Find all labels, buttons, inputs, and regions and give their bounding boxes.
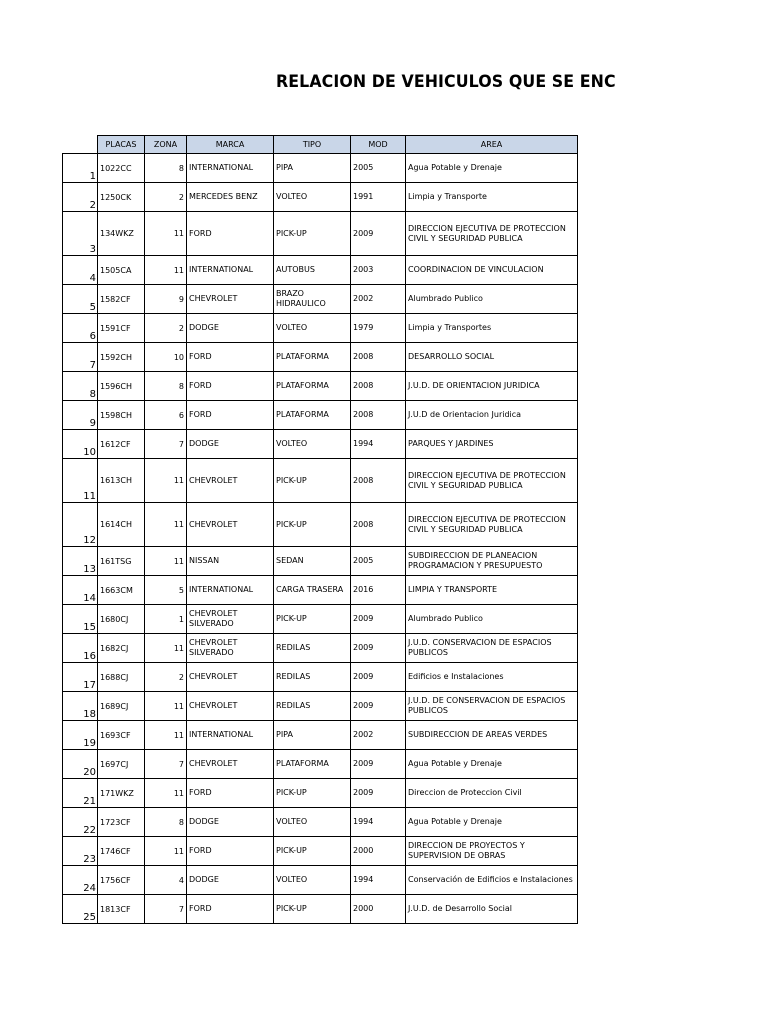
cell-mod: 2009 [351, 692, 406, 721]
row-number: 19 [63, 721, 98, 750]
cell-placas: 1693CF [98, 721, 145, 750]
row-number: 11 [63, 459, 98, 503]
cell-placas: 1596CH [98, 372, 145, 401]
cell-placas: 171WKZ [98, 779, 145, 808]
row-number: 20 [63, 750, 98, 779]
cell-tipo: PICK-UP [274, 895, 351, 924]
cell-marca: CHEVROLET [187, 692, 274, 721]
cell-tipo: CARGA TRASERA [274, 576, 351, 605]
table-row [63, 663, 578, 692]
cell-placas: 1613CH [98, 459, 145, 503]
row-number: 18 [63, 692, 98, 721]
row-number: 17 [63, 663, 98, 692]
cell-marca: FORD [187, 895, 274, 924]
cell-tipo: VOLTEO [274, 183, 351, 212]
table-row [63, 837, 578, 866]
table-row [63, 154, 578, 183]
header-zona: ZONA [145, 136, 187, 154]
cell-placas: 1813CF [98, 895, 145, 924]
cell-placas: 1689CJ [98, 692, 145, 721]
cell-area: Agua Potable y Drenaje [406, 808, 578, 837]
cell-area: Alumbrado Publico [406, 285, 578, 314]
cell-area: Limpia y Transporte [406, 183, 578, 212]
cell-marca: MERCEDES BENZ [187, 183, 274, 212]
table-row [63, 459, 578, 503]
cell-placas: 1756CF [98, 866, 145, 895]
cell-marca: CHEVROLET [187, 285, 274, 314]
cell-placas: 1612CF [98, 430, 145, 459]
cell-marca: CHEVROLET [187, 750, 274, 779]
table-row [63, 547, 578, 576]
cell-zona: 7 [145, 750, 187, 779]
cell-mod: 2008 [351, 459, 406, 503]
cell-tipo: PLATAFORMA [274, 401, 351, 430]
cell-placas: 1505CA [98, 256, 145, 285]
table-row [63, 721, 578, 750]
cell-zona: 11 [145, 692, 187, 721]
row-number: 6 [63, 314, 98, 343]
cell-marca: INTERNATIONAL [187, 576, 274, 605]
header-row [63, 136, 578, 154]
table-row [63, 750, 578, 779]
table-row [63, 503, 578, 547]
cell-tipo: PICK-UP [274, 459, 351, 503]
cell-zona: 10 [145, 343, 187, 372]
cell-mod: 2008 [351, 372, 406, 401]
header-mod: MOD [351, 136, 406, 154]
cell-mod: 1991 [351, 183, 406, 212]
cell-mod: 2008 [351, 503, 406, 547]
table-row [63, 212, 578, 256]
table-row [63, 256, 578, 285]
table-row [63, 183, 578, 212]
cell-mod: 2009 [351, 605, 406, 634]
table-row [63, 372, 578, 401]
cell-area: LIMPIA Y TRANSPORTE [406, 576, 578, 605]
cell-area: DIRECCION EJECUTIVA DE PROTECCION CIVIL Y SEGURIDAD PUBLICA [406, 459, 578, 503]
table-row [63, 401, 578, 430]
cell-area: J.U.D. DE ORIENTACION JURIDICA [406, 372, 578, 401]
cell-zona: 9 [145, 285, 187, 314]
cell-area: Agua Potable y Drenaje [406, 750, 578, 779]
cell-tipo: VOLTEO [274, 314, 351, 343]
cell-mod: 2000 [351, 895, 406, 924]
cell-mod: 1994 [351, 808, 406, 837]
table-row [63, 285, 578, 314]
cell-tipo: PICK-UP [274, 837, 351, 866]
cell-mod: 1979 [351, 314, 406, 343]
document-title: RELACION DE VEHICULOS QUE SE ENC [276, 72, 616, 92]
cell-zona: 6 [145, 401, 187, 430]
cell-zona: 11 [145, 459, 187, 503]
cell-placas: 1022CC [98, 154, 145, 183]
cell-zona: 11 [145, 256, 187, 285]
cell-area: Limpia y Transportes [406, 314, 578, 343]
row-number: 25 [63, 895, 98, 924]
cell-tipo: REDILAS [274, 663, 351, 692]
cell-area: DIRECCION DE PROYECTOS Y SUPERVISION DE OBRAS [406, 837, 578, 866]
cell-zona: 5 [145, 576, 187, 605]
cell-marca: INTERNATIONAL [187, 154, 274, 183]
cell-tipo: SEDAN [274, 547, 351, 576]
cell-area: Direccion de Proteccion Civil [406, 779, 578, 808]
row-number: 10 [63, 430, 98, 459]
row-number: 1 [63, 154, 98, 183]
cell-area: J.U.D de Orientacion Juridica [406, 401, 578, 430]
cell-marca: INTERNATIONAL [187, 256, 274, 285]
cell-zona: 2 [145, 183, 187, 212]
title-clip [0, 72, 616, 100]
cell-area: DIRECCION EJECUTIVA DE PROTECCION CIVIL Y SEGURIDAD PUBLICA [406, 503, 578, 547]
row-number: 5 [63, 285, 98, 314]
cell-zona: 11 [145, 547, 187, 576]
cell-tipo: PICK-UP [274, 605, 351, 634]
cell-mod: 1994 [351, 430, 406, 459]
cell-marca: FORD [187, 779, 274, 808]
cell-marca: DODGE [187, 866, 274, 895]
cell-marca: FORD [187, 372, 274, 401]
cell-tipo: PICK-UP [274, 503, 351, 547]
cell-placas: 1591CF [98, 314, 145, 343]
row-number: 12 [63, 503, 98, 547]
cell-tipo: BRAZO HIDRAULICO [274, 285, 351, 314]
table-row [63, 866, 578, 895]
cell-placas: 1250CK [98, 183, 145, 212]
cell-marca: CHEVROLET [187, 663, 274, 692]
row-number: 9 [63, 401, 98, 430]
cell-tipo: PLATAFORMA [274, 343, 351, 372]
row-number: 13 [63, 547, 98, 576]
cell-mod: 2009 [351, 663, 406, 692]
cell-placas: 1663CM [98, 576, 145, 605]
header-area: AREA [406, 136, 578, 154]
cell-area: J.U.D. de Desarrollo Social [406, 895, 578, 924]
cell-area: DESARROLLO SOCIAL [406, 343, 578, 372]
cell-marca: FORD [187, 837, 274, 866]
cell-zona: 11 [145, 721, 187, 750]
cell-mod: 2000 [351, 837, 406, 866]
cell-marca: FORD [187, 343, 274, 372]
cell-zona: 11 [145, 837, 187, 866]
cell-marca: CHEVROLET [187, 459, 274, 503]
cell-marca: CHEVROLET SILVERADO [187, 634, 274, 663]
cell-marca: CHEVROLET SILVERADO [187, 605, 274, 634]
cell-tipo: VOLTEO [274, 430, 351, 459]
vehicles-table [62, 135, 578, 924]
table-row [63, 692, 578, 721]
cell-tipo: REDILAS [274, 692, 351, 721]
row-number: 4 [63, 256, 98, 285]
cell-zona: 11 [145, 779, 187, 808]
cell-placas: 1697CJ [98, 750, 145, 779]
table-row [63, 314, 578, 343]
row-number: 22 [63, 808, 98, 837]
cell-marca: DODGE [187, 808, 274, 837]
cell-zona: 8 [145, 372, 187, 401]
cell-mod: 2005 [351, 547, 406, 576]
cell-marca: INTERNATIONAL [187, 721, 274, 750]
cell-placas: 1598CH [98, 401, 145, 430]
cell-mod: 2002 [351, 721, 406, 750]
cell-mod: 2016 [351, 576, 406, 605]
cell-tipo: PIPA [274, 154, 351, 183]
cell-placas: 1746CF [98, 837, 145, 866]
table-row [63, 430, 578, 459]
cell-marca: FORD [187, 401, 274, 430]
table-row [63, 779, 578, 808]
cell-zona: 8 [145, 154, 187, 183]
cell-area: SUBDIRECCION DE AREAS VERDES [406, 721, 578, 750]
cell-placas: 1592CH [98, 343, 145, 372]
cell-tipo: AUTOBUS [274, 256, 351, 285]
header-tipo: TIPO [274, 136, 351, 154]
cell-zona: 11 [145, 212, 187, 256]
cell-mod: 2005 [351, 154, 406, 183]
row-number: 21 [63, 779, 98, 808]
cell-mod: 2008 [351, 343, 406, 372]
row-number: 16 [63, 634, 98, 663]
cell-zona: 1 [145, 605, 187, 634]
cell-zona: 4 [145, 866, 187, 895]
cell-tipo: PIPA [274, 721, 351, 750]
cell-mod: 2009 [351, 750, 406, 779]
cell-area: DIRECCION EJECUTIVA DE PROTECCION CIVIL Y SEGURIDAD PUBLICA [406, 212, 578, 256]
cell-area: Agua Potable y Drenaje [406, 154, 578, 183]
table-row [63, 576, 578, 605]
header-marca: MARCA [187, 136, 274, 154]
cell-area: Edificios e Instalaciones [406, 663, 578, 692]
cell-placas: 1680CJ [98, 605, 145, 634]
cell-mod: 2008 [351, 401, 406, 430]
cell-marca: DODGE [187, 430, 274, 459]
cell-area: PARQUES Y JARDINES [406, 430, 578, 459]
cell-tipo: PLATAFORMA [274, 372, 351, 401]
cell-zona: 8 [145, 808, 187, 837]
cell-marca: NISSAN [187, 547, 274, 576]
cell-area: COORDINACION DE VINCULACION [406, 256, 578, 285]
table-row [63, 634, 578, 663]
cell-placas: 1682CJ [98, 634, 145, 663]
cell-area: J.U.D. DE CONSERVACION DE ESPACIOS PUBLICOS [406, 692, 578, 721]
cell-mod: 2002 [351, 285, 406, 314]
table-row [63, 895, 578, 924]
cell-zona: 2 [145, 314, 187, 343]
cell-mod: 2009 [351, 779, 406, 808]
cell-marca: FORD [187, 212, 274, 256]
row-number: 7 [63, 343, 98, 372]
row-number: 14 [63, 576, 98, 605]
cell-placas: 1582CF [98, 285, 145, 314]
cell-marca: DODGE [187, 314, 274, 343]
cell-tipo: PICK-UP [274, 779, 351, 808]
cell-placas: 1723CF [98, 808, 145, 837]
cell-area: Alumbrado Publico [406, 605, 578, 634]
cell-zona: 7 [145, 895, 187, 924]
row-number: 24 [63, 866, 98, 895]
row-number: 23 [63, 837, 98, 866]
cell-tipo: PICK-UP [274, 212, 351, 256]
cell-mod: 2009 [351, 634, 406, 663]
cell-zona: 11 [145, 503, 187, 547]
header-placas: PLACAS [98, 136, 145, 154]
table-row [63, 808, 578, 837]
table-row [63, 343, 578, 372]
cell-mod: 2009 [351, 212, 406, 256]
cell-area: J.U.D. CONSERVACION DE ESPACIOS PUBLICOS [406, 634, 578, 663]
cell-tipo: PLATAFORMA [274, 750, 351, 779]
row-number-header [63, 136, 98, 154]
cell-placas: 134WKZ [98, 212, 145, 256]
cell-mod: 2003 [351, 256, 406, 285]
cell-area: SUBDIRECCION DE PLANEACION PROGRAMACION Y PRESUPUESTO [406, 547, 578, 576]
cell-mod: 1994 [351, 866, 406, 895]
cell-zona: 2 [145, 663, 187, 692]
cell-placas: 1688CJ [98, 663, 145, 692]
cell-marca: CHEVROLET [187, 503, 274, 547]
row-number: 2 [63, 183, 98, 212]
cell-tipo: VOLTEO [274, 808, 351, 837]
cell-zona: 7 [145, 430, 187, 459]
row-number: 3 [63, 212, 98, 256]
row-number: 8 [63, 372, 98, 401]
cell-area: Conservación de Edificios e Instalaciones [406, 866, 578, 895]
cell-placas: 1614CH [98, 503, 145, 547]
row-number: 15 [63, 605, 98, 634]
cell-tipo: VOLTEO [274, 866, 351, 895]
table-row [63, 605, 578, 634]
cell-zona: 11 [145, 634, 187, 663]
cell-tipo: REDILAS [274, 634, 351, 663]
cell-placas: 161TSG [98, 547, 145, 576]
